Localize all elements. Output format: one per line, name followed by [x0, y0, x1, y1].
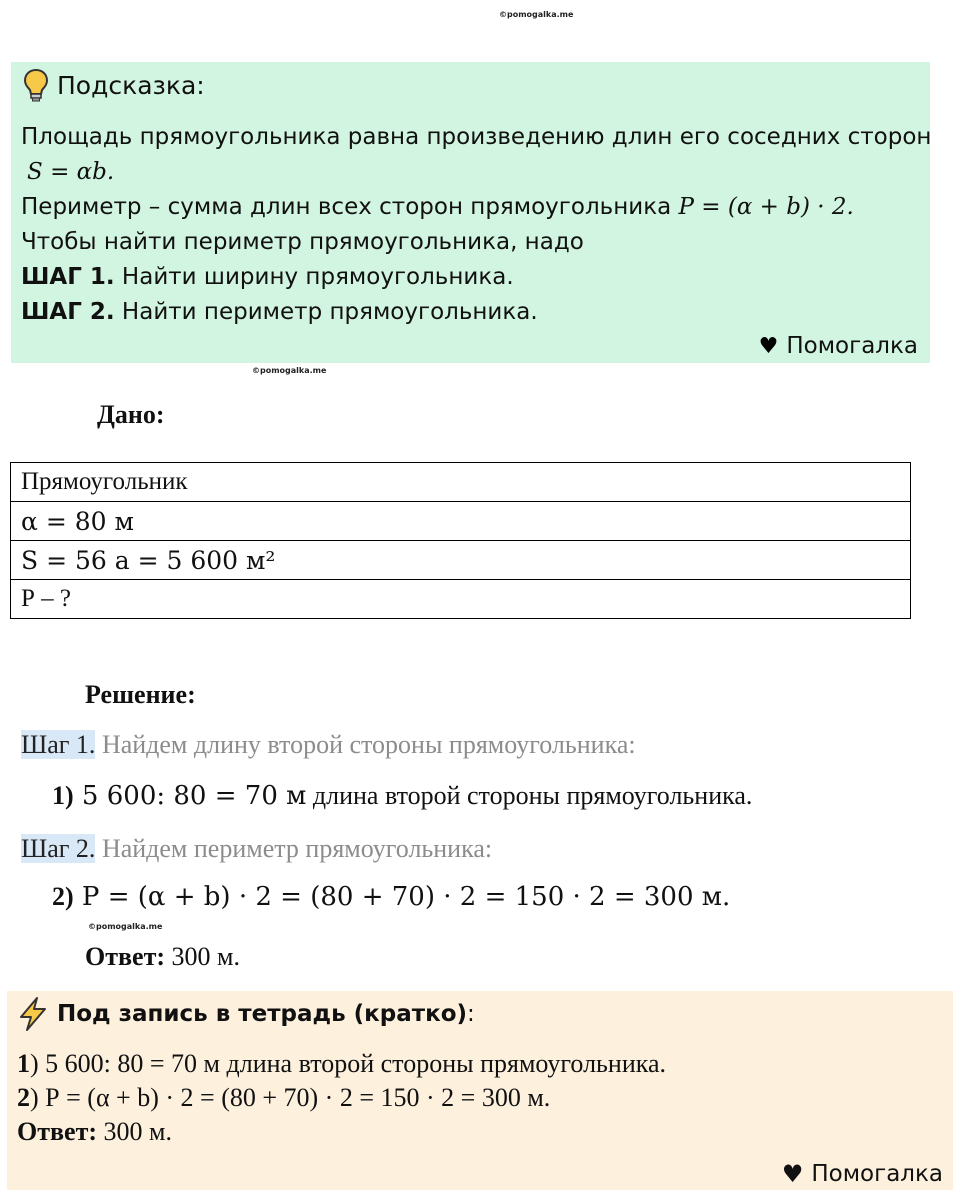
- brand-label: ♥ Помогалка: [781, 1160, 943, 1188]
- hint-formula-area: S = αb.: [27, 159, 115, 185]
- hint-step-2: ШАГ 2. Найти периметр прямоугольника.: [21, 299, 538, 325]
- notebook-title: Под запись в тетрадь (кратко) :: [17, 997, 475, 1031]
- watermark: ©pomogalka.me: [499, 10, 574, 19]
- calc-line-1: 1) 5 600: 80 = 70 м длина второй стороны прямоугольника.: [52, 781, 753, 811]
- given-row: S = 56 а = 5 600 м²: [11, 541, 911, 580]
- hint-title: Подсказка:: [23, 68, 205, 102]
- watermark: ©pomogalka.me: [252, 366, 327, 375]
- brand-label: ♥ Помогалка: [758, 333, 918, 359]
- hint-line-4: Чтобы найти периметр прямоугольника, надо: [21, 229, 584, 255]
- notebook-answer: Ответ: 300 м.: [17, 1117, 172, 1146]
- given-table: [10, 462, 911, 619]
- solution-title: Решение:: [85, 680, 196, 709]
- solution-step-1: Шаг 1. Найдем длину второй стороны прямоугольника:: [21, 730, 636, 759]
- hint-line-1: Площадь прямоугольника равна произведению длин его соседних сторон: [21, 124, 932, 150]
- heart-icon: ♥: [758, 333, 779, 359]
- lightbulb-icon: [23, 68, 49, 102]
- notebook-line-2: 2) Р = (α + b) · 2 = (80 + 70) · 2 = 150 · 2 = 300 м.: [17, 1083, 551, 1112]
- watermark: ©pomogalka.me: [88, 922, 163, 931]
- notebook-box: [7, 991, 953, 1190]
- notebook-lines: [17, 1047, 666, 1149]
- hint-step-1: ШАГ 1. Найти ширину прямоугольника.: [21, 264, 514, 290]
- hint-line-3: Периметр – сумма длин всех сторон прямоугольника P = (α + b) · 2.: [21, 194, 854, 220]
- calc-line-2: 2) Р = (α + b) · 2 = (80 + 70) · 2 = 150 · 2 = 300 м.: [52, 882, 731, 912]
- given-row: Прямоугольник: [11, 463, 911, 502]
- lightning-icon: [17, 997, 49, 1031]
- hint-text: [21, 120, 931, 330]
- given-title: Дано:: [97, 400, 165, 429]
- given-row: α = 80 м: [11, 502, 911, 541]
- hint-formula-perimeter: P = (α + b) · 2.: [678, 194, 854, 220]
- step-tag: Шаг 1.: [21, 730, 96, 759]
- answer: Ответ: 300 м.: [85, 942, 240, 971]
- notebook-line-1: 1) 5 600: 80 = 70 м длина второй стороны прямоугольника.: [17, 1049, 667, 1078]
- given-row: Р – ?: [11, 580, 911, 619]
- hint-box: [11, 62, 930, 363]
- step-tag: Шаг 2.: [21, 834, 96, 863]
- heart-icon: ♥: [781, 1160, 804, 1188]
- solution-step-2: Шаг 2. Найдем периметр прямоугольника:: [21, 834, 493, 863]
